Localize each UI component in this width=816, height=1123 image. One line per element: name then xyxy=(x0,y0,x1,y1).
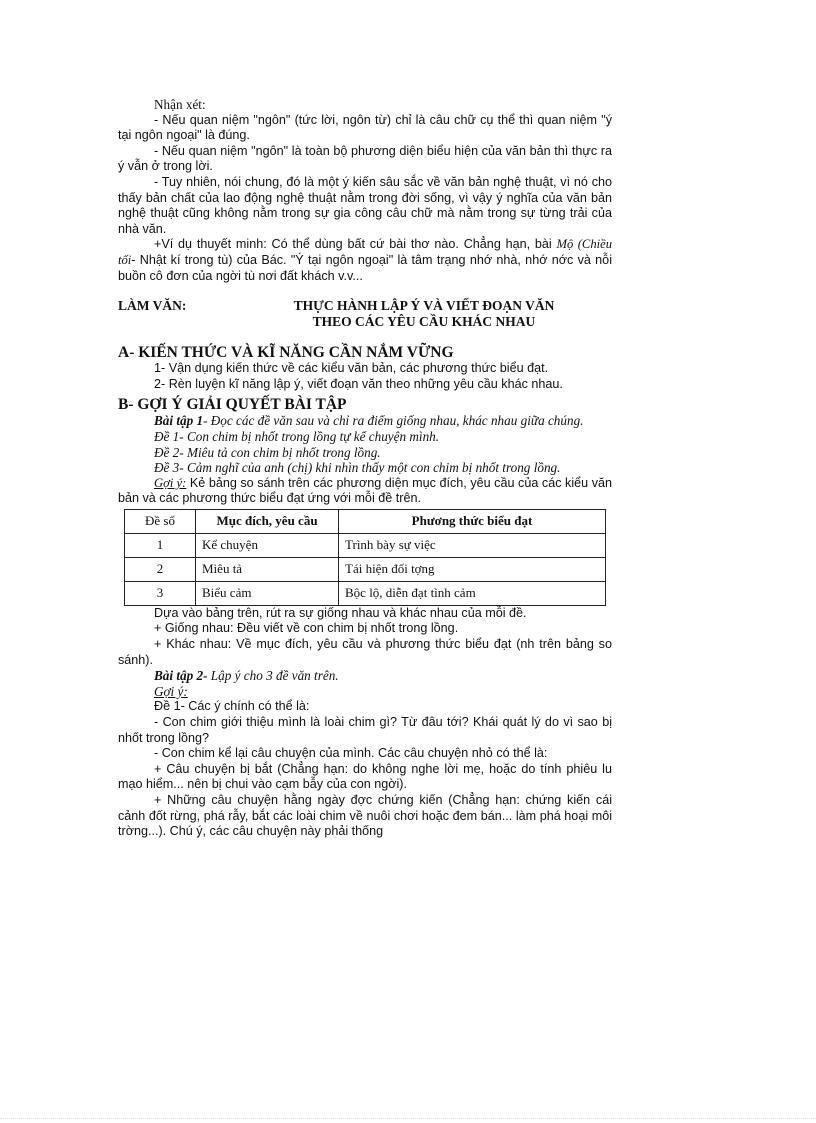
table-row xyxy=(125,533,606,557)
heading-title xyxy=(236,298,612,330)
after-table-p1: Dựa vào bảng trên, rút ra sự giống nhau và khác nhau của mỗi đề. xyxy=(154,605,527,620)
table-header: Phương thức biểu đạt xyxy=(339,509,606,533)
topic1: Đề 1- Con chim bị nhốt trong lồng tự kể chuyện mình. xyxy=(154,428,440,444)
hint1-text: Kẻ bảng so sánh trên các phương diện mục đích, yêu cầu của các kiểu văn bản và các phương thức biểu đạt ứng với mỗi đề trên. xyxy=(118,475,613,506)
table-cell: Trình bày sự việc xyxy=(339,533,606,557)
idea-q2: - Con chim kể lại câu chuyện của mình. Các câu chuyện nhỏ có thể là: xyxy=(154,746,548,761)
table-cell: Biểu cảm xyxy=(196,581,339,605)
after-table-p3: + Khác nhau: Về mục đích, yêu cầu và phương thức biểu đạt (nh trên bảng so sánh). xyxy=(118,637,612,667)
section-heading xyxy=(118,298,612,330)
page-bottom-divider xyxy=(0,1118,816,1119)
hint2-label: Gợi ý: xyxy=(154,683,188,699)
table-cell: Kể chuyện xyxy=(196,533,339,557)
idea-q4: + Những câu chuyện hằng ngày đợc chứng kiến (Chẳng hạn: chứng kiến cái cảnh đốt rừng, phá rẫy, bắt các loài chim về nuôi chơi hoặc đem bán... làm phá hoại môi trờng...). Chú ý, các câu chuyện này phải thống xyxy=(118,793,612,839)
table-cell: Tái hiện đối tợng xyxy=(339,557,606,581)
table-cell: 1 xyxy=(125,533,196,557)
topic2: Đề 2- Miêu tả con chim bị nhốt trong lồng. xyxy=(154,444,381,460)
table-cell: Bộc lộ, diễn đạt tình cảm xyxy=(339,581,606,605)
topic3: Đề 3- Cảm nghĩ của anh (chị) khi nhìn thấy một con chim bị nhốt trong lồng. xyxy=(154,460,561,476)
comparison-table xyxy=(124,509,606,606)
remark-p4-a: +Ví dụ thuyết minh: Có thể dùng bất cứ bài thơ nào. Chẳng hạn, bài xyxy=(154,237,557,252)
table-header-row xyxy=(125,509,606,533)
section-a-item2: 2- Rèn luyện kĩ năng lập ý, viết đoạn văn theo những yêu cầu khác nhau. xyxy=(154,376,563,391)
remark-p1: - Nếu quan niệm "ngôn" (tức lời, ngôn từ) chỉ là câu chữ cụ thể thì quan niệm "ý tại ngôn ngoại" là đúng. xyxy=(118,112,612,143)
remark-p2: - Nếu quan niệm "ngôn" là toàn bộ phương diện biểu hiện của văn bản thì thực ra ý vẫn ở trong lời. xyxy=(118,143,612,174)
exercise1-label: Bài tập 1 xyxy=(154,413,204,429)
idea-q3: + Câu chuyện bị bắt (Chẳng hạn: do không nghe lời mẹ, hoặc do tính phiêu lu mạo hiểm... nên bị chui vào cạm bẫy của con ngời). xyxy=(118,761,612,792)
remark-title: Nhận xét: xyxy=(154,97,206,112)
exercise2-label: Bài tập 2- xyxy=(154,668,208,684)
table-cell: Miêu tả xyxy=(196,557,339,581)
heading-line1: THỰC HÀNH LẬP Ý VÀ VIẾT ĐOẠN VĂN xyxy=(293,298,555,314)
table-row xyxy=(125,581,606,605)
hint1-label: Gợi ý: xyxy=(154,475,187,490)
remark-p4-b: - Nhật kí trong tù) của Bác. "Ý tại ngôn ngoại" là tâm trạng nhớ nhà, nhớ nớc và nỗi buồn cô đơn của ngời tù nơi đất khách v.v... xyxy=(118,252,612,283)
exercise2 xyxy=(118,668,612,684)
section-a-item1: 1- Vận dụng kiến thức về các kiểu văn bản, các phương thức biểu đạt. xyxy=(154,361,549,376)
after-table-p2: + Giống nhau: Đều viết về con chim bị nhốt trong lồng. xyxy=(154,621,459,636)
heading-left: LÀM VĂN: xyxy=(118,298,187,314)
table-cell: 3 xyxy=(125,581,196,605)
idea-q1: - Con chim giới thiệu mình là loài chim gì? Từ đâu tới? Khái quát lý do vì sao bị nhốt trong lồng? xyxy=(118,715,612,745)
document-page xyxy=(118,97,612,840)
table-header: Mục đích, yêu cầu xyxy=(196,509,339,533)
exercise1 xyxy=(118,413,612,429)
heading-line2: THEO CÁC YÊU CẦU KHÁC NHAU xyxy=(312,314,536,330)
hint1 xyxy=(118,476,612,507)
remark-p3: - Tuy nhiên, nói chung, đó là một ý kiến sâu sắc về văn bản nghệ thuật, vì nó cho thấy bản chất của lao động nghệ thuật nằm trong đời sống, vì vậy ý nghĩa của văn bản nghệ thuật cũng không nằm trong sự gia công câu chữ mà nằm trong sự từng trải của nhà văn. xyxy=(118,174,612,236)
topic1-ideas: Đề 1- Các ý chính có thể là: xyxy=(154,699,310,714)
table-header: Đề số xyxy=(125,509,196,533)
remark-p4-italic: Mộ (Chiều tối xyxy=(118,237,612,267)
table-cell: 2 xyxy=(125,557,196,581)
section-b-title: B- GỢI Ý GIẢI QUYẾT BÀI TẬP xyxy=(118,396,347,414)
section-a-title: A- KIẾN THỨC VÀ KĨ NĂNG CẦN NẮM VỮNG xyxy=(118,344,454,362)
remark-p4 xyxy=(118,237,612,284)
exercise2-text: Lập ý cho 3 đề văn trên. xyxy=(207,668,339,684)
table-row xyxy=(125,557,606,581)
exercise1-text: - Đọc các đề văn sau và chỉ ra điểm giống nhau, khác nhau giữa chúng. xyxy=(203,413,584,429)
